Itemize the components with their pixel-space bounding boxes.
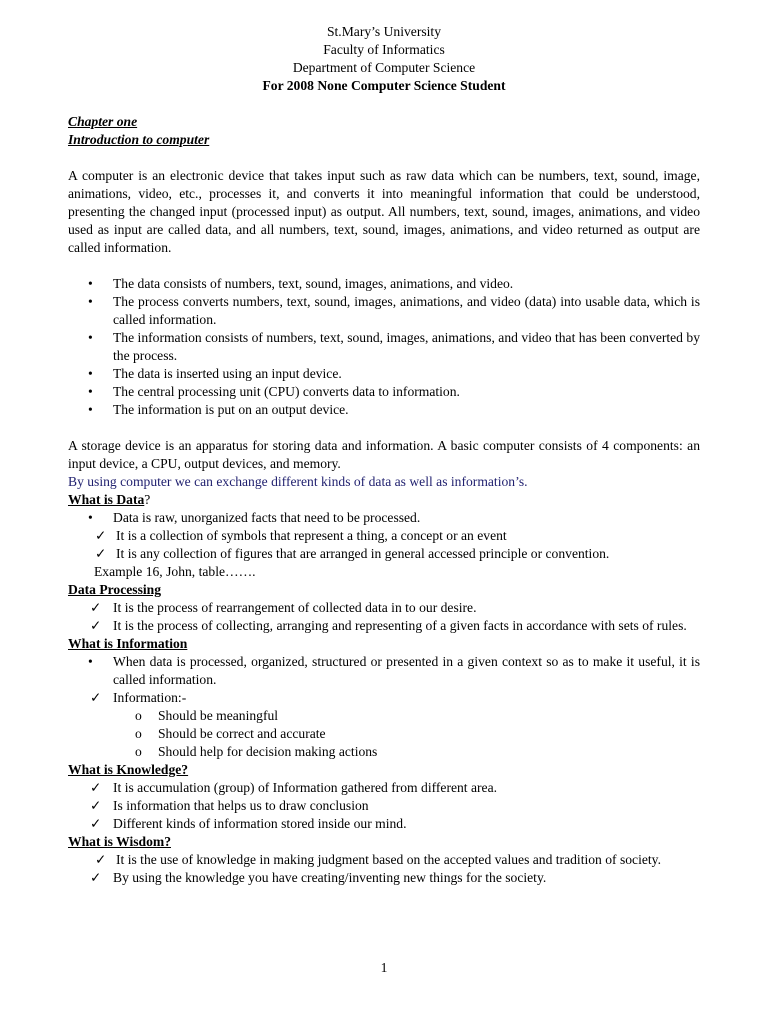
check-item: ✓ Different kinds of information stored inside our mind.	[90, 816, 407, 831]
bullet-marker: •	[88, 654, 93, 669]
bullet-marker: •	[88, 276, 93, 291]
data-section-heading: What is Data?	[68, 492, 151, 507]
chapter-title: Introduction to computer	[68, 132, 210, 147]
check-item: ✓ It is the process of collecting, arranging and representing of a given facts in accordance with sets of rules.	[90, 618, 687, 633]
circle-marker: o	[135, 726, 142, 741]
check-icon: ✓	[90, 798, 102, 813]
university-name: St.Mary’s University	[326, 24, 442, 39]
sub-list-item: o Should help for decision making actions	[135, 744, 378, 759]
intro-bullet-list	[68, 275, 700, 419]
check-item: ✓ It is accumulation (group) of Information gathered from different area.	[90, 780, 497, 795]
bullet-marker: •	[88, 294, 93, 309]
chapter-label: Chapter one	[68, 114, 138, 129]
list-item: • The data consists of numbers, text, sound, images, animations, and video.	[88, 276, 514, 291]
intro-paragraph: A computer is an electronic device that takes input such as raw data which can be numbers, text, sound, image, animations, video, etc., processes it, and converts it into meaningful information that could be understood, presenting the changed input (processed input) as output. All numbers, text, sound, images, animations, and video used as input are called data, and all numbers, text, sound, images, animations, and video returned as output are called information.	[68, 168, 700, 255]
check-icon: ✓	[90, 870, 102, 885]
department-name: Department of Computer Science	[292, 60, 476, 75]
list-item: • Data is raw, unorganized facts that need to be processed.	[88, 510, 421, 525]
check-icon: ✓	[90, 780, 102, 795]
knowledge-section-heading: What is Knowledge?	[68, 762, 189, 777]
check-icon: ✓	[95, 852, 107, 867]
bullet-marker: •	[88, 330, 93, 345]
spacer	[68, 149, 700, 167]
check-icon: ✓	[90, 690, 102, 705]
check-item: ✓ It is a collection of symbols that represent a thing, a concept or an event	[95, 528, 507, 543]
check-item: ✓ It is the use of knowledge in making judgment based on the accepted values and tradition of society.	[95, 852, 661, 867]
list-item: • The data is inserted using an input device.	[88, 366, 342, 381]
check-icon: ✓	[90, 618, 102, 633]
check-item: ✓ Information:-	[90, 690, 187, 705]
bullet-marker: •	[88, 510, 93, 525]
list-item: • The process converts numbers, text, sound, images, animations, and video (data) into usable data, which is called information.	[88, 294, 700, 327]
circle-marker: o	[135, 708, 142, 723]
page-number: 1	[380, 960, 388, 975]
check-icon: ✓	[95, 528, 107, 543]
spacer	[68, 419, 700, 437]
bullet-marker: •	[88, 384, 93, 399]
example-line: Example 16, John, table…….	[94, 564, 256, 579]
check-item: ✓ By using the knowledge you have creating/inventing new things for the society.	[90, 870, 547, 885]
list-item: • The information is put on an output device.	[88, 402, 349, 417]
bullet-marker: •	[88, 366, 93, 381]
check-icon: ✓	[90, 816, 102, 831]
wisdom-section-heading: What is Wisdom?	[68, 834, 171, 849]
bullet-marker: •	[88, 402, 93, 417]
check-icon: ✓	[95, 546, 107, 561]
list-item: • The central processing unit (CPU) converts data to information.	[88, 384, 460, 399]
check-item: ✓ Is information that helps us to draw conclusion	[90, 798, 369, 813]
exchange-line: By using computer we can exchange different kinds of data as well as information’s.	[68, 474, 528, 489]
sub-list-item: o Should be correct and accurate	[135, 726, 326, 741]
page-content	[68, 23, 700, 887]
spacer	[68, 95, 700, 113]
storage-paragraph: A storage device is an apparatus for storing data and information. A basic computer consists of 4 components: an input device, a CPU, output devices, and memory.	[68, 438, 700, 471]
audience-line: For 2008 None Computer Science Student	[262, 78, 506, 93]
check-item: ✓ It is the process of rearrangement of collected data in to our desire.	[90, 600, 477, 615]
list-item: • When data is processed, organized, structured or presented in a given context so as to make it useful, it is called information.	[88, 654, 700, 687]
processing-section-heading: Data Processing	[68, 582, 162, 597]
spacer	[68, 257, 700, 275]
sub-list-item: o Should be meaningful	[135, 708, 279, 723]
faculty-name: Faculty of Informatics	[323, 42, 445, 57]
circle-marker: o	[135, 744, 142, 759]
check-icon: ✓	[90, 600, 102, 615]
check-item: ✓ It is any collection of figures that are arranged in general accessed principle or convention.	[95, 546, 610, 561]
list-item: • The information consists of numbers, text, sound, images, animations, and video that has been converted by the process.	[88, 330, 700, 363]
information-section-heading: What is Information	[68, 636, 188, 651]
